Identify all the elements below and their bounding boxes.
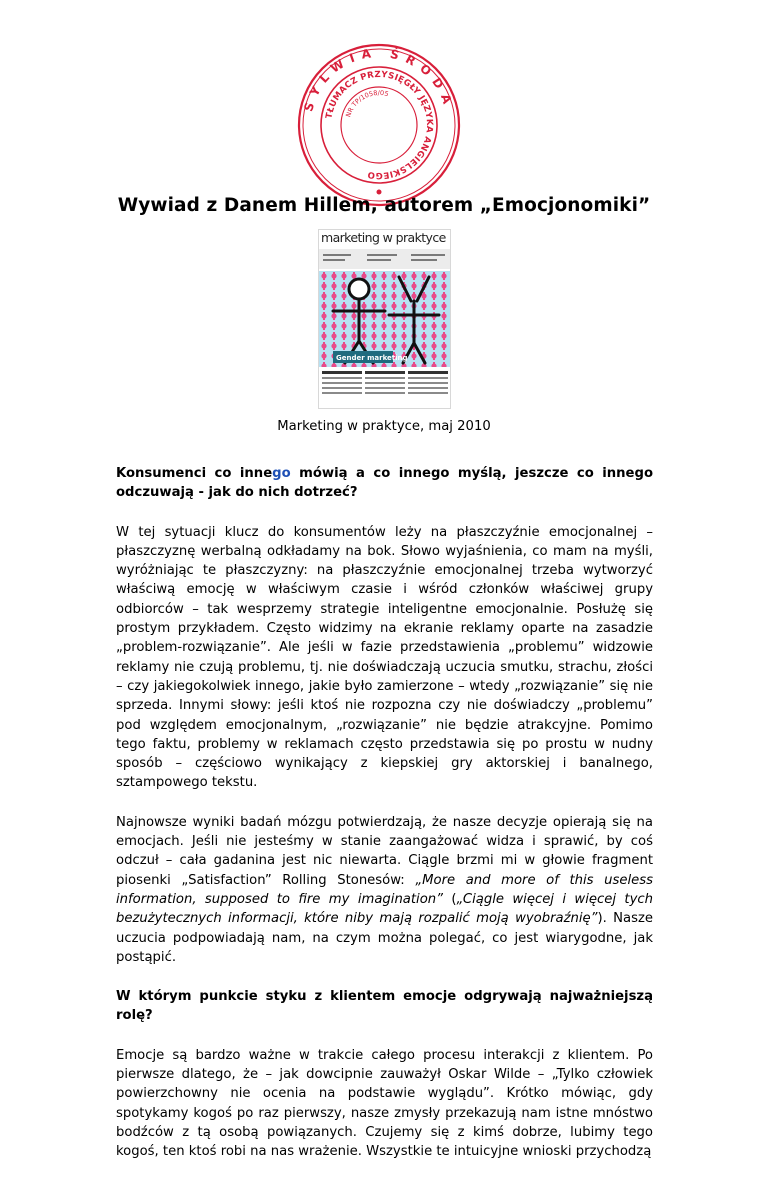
magazine-masthead: marketing w praktyce: [321, 230, 446, 245]
song-quote-english: „More and more of this useless information, supposed to fire my imagination”: [116, 872, 653, 907]
answer-paragraph-2: Najnowsze wyniki badań mózgu potwierdzają, że nasze decyzje opierają się na emocjach. Jeśli nie jesteśmy w stanie zaangażować widza i sprawić, by coś odczuł – cała gadanina jest nic niewarta. Ciągle brzmi mi w głowie fragment piosenki „Satisfaction” Rolling Stonesów: „More and more of this useless information, supposed to fire my imagination” („Ciągle więcej i więcej tych bezużytecznych informacji, które niby mają rozpalić moją wyobraźnię”). Nasze uczucia podpowiadają nam, na czym można polegać, co jest wiarygodne, jak postąpić.: [116, 814, 653, 965]
stamp-inner-text: TŁUMACZ PRZYSIĘGŁY JĘZYKA ANGIELSKIEGO: [324, 69, 435, 181]
magazine-cover-image: [319, 230, 450, 408]
translator-stamp: [294, 40, 464, 210]
article-body: [116, 464, 653, 1182]
answer-paragraph-1: W tej sytuacji klucz do konsumentów leży na płaszczyźnie emocjonalnej – płaszczyznę werbalną odkładamy na bok. Słowo wyjaśnienia, co mam na myśli, wyróżniając te płaszczyzny: na płaszczyźnie emocjonalnej trzeba wytworzyć właściwą emocję w właściwym czasie i wśród członków właściwej grupy odbiorców – tak wesprzemy strategie inteligentne emocjonalnie. Posłużę się prostym przykładem. Często widzimy na ekranie reklamy oparte na zasadzie „problem-rozwiązanie”. Ale jeśli w fazie przedstawienia „problemu” widzowie reklamy nie czują problemu, tj. nie doświadczają uczucia smutku, strachu, złości – czy jakiegokolwiek innego, jakie było zamierzone – wtedy „rozwiązanie” się nie sprzeda. Innymi słowy: jeśli ktoś nie rozpozna czy nie doświadczy „problemu” pod względem emocjonalnym, „rozwiązanie” nie będzie atrakcyjne. Pomimo tego faktu, problemy w reklamach często przedstawia się po prostu w nudny sposób – częściowo wynikający z kiepskiej gry aktorskiej i banalnego, sztampowego tekstu.: [116, 524, 653, 791]
question-2: W którym punkcie styku z klientem emocje odgrywają najważniejszą rolę?: [116, 989, 653, 1024]
answer-paragraph-3: Emocje są bardzo ważne w trakcie całego procesu interakcji z klientem. Po pierwsze dlatego, że – jak dowcipnie zauważył Oskar Wilde – „Tylko człowiek powierzchowny nie ocenia na podstawie wyglądu”. Krótko mówiąc, gdy spotykamy kogoś po raz pierwszy, nasze zmysły przekazują nam istne mnóstwo bodźców z tą osobą powiązanych. Czujemy się z kimś dobrze, lubimy tego kogoś, ten ktoś robi na nas wrażenie. Wszystkie te intuicyjne wnioski przychodzą: [116, 1047, 653, 1160]
cover-illustration: [319, 271, 450, 367]
document-title: Wywiad z Danem Hillem, autorem „Emocjonomiki”: [117, 195, 651, 216]
image-caption: Marketing w praktyce, maj 2010: [277, 419, 491, 434]
cover-line: Gender marketing: [336, 354, 408, 362]
stamp-star-icon: [377, 190, 382, 195]
cover-bottom-teasers: [319, 367, 450, 408]
song-quote-polish: „Ciągle więcej i więcej tych bezużytecznych informacji, które niby mają rozpalić moją wyobraźnię”: [116, 891, 653, 927]
stamp-number-text: NR TP/1058/05: [344, 88, 390, 119]
question-1: Konsumenci co innego mówią a co innego myślą, jeszcze co innego odczuwają - jak do nich dotrzeć?: [116, 466, 654, 501]
cover-top-teasers: [319, 249, 450, 269]
stamp-outer-text: SYLWIA ŚRODA: [301, 45, 457, 114]
